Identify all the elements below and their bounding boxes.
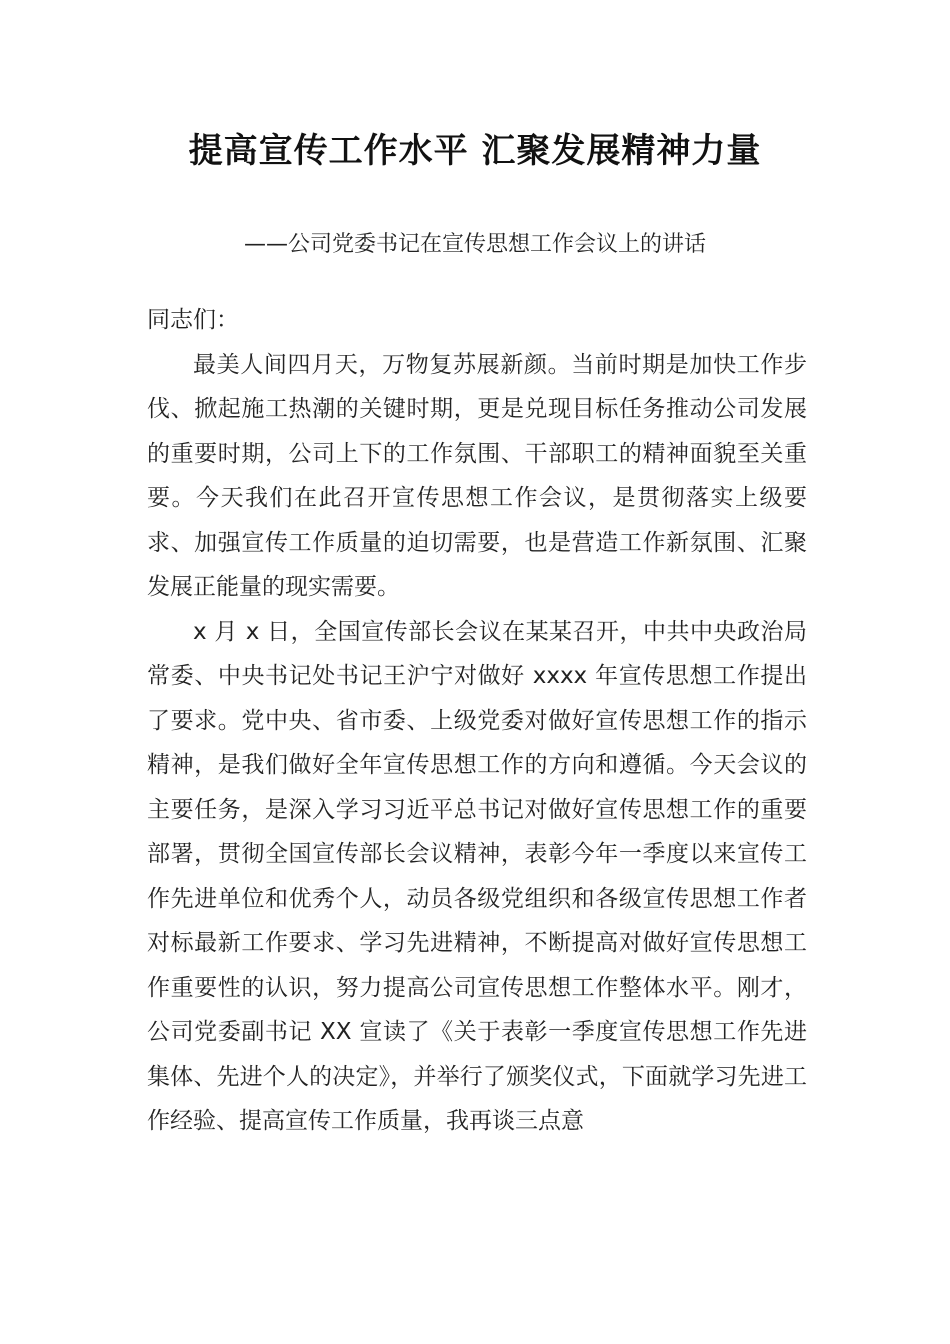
paragraph: 最美人间四月天，万物复苏展新颜。当前时期是加快工作步伐、掀起施工热潮的关键时期，更是兑现目标任务推动公司发展的重要时期，公司上下的工作氛围、干部职工的精神面貌至关重要。今天我们在此召开宣传思想工作会议，是贯彻落实上级要求、加强宣传工作质量的迫切需要，也是营造工作新氛围、汇聚发展正能量的现实需要。 (147, 351, 807, 600)
document-body (147, 298, 807, 1144)
paragraph: x 月 x 日，全国宣传部长会议在某某召开，中共中央政治局常委、中央书记处书记王沪宁对做好 xxxx 年宣传思想工作提出了要求。党中央、省市委、上级党委对做好宣传思想工作的指示精神，是我们做好全年宣传思想工作的方向和遵循。今天会议的主要任务，是深入学习习近平总书记对做好宣传思想工作的重要部署，贯彻全国宣传部长会议精神，表彰今年一季度以来宣传工作先进单位和优秀个人，动员各级党组织和各级宣传思想工作者对标最新工作要求、学习先进精神，不断提高对做好宣传思想工作重要性的认识，努力提高公司宣传思想工作整体水平。刚才，公司党委副书记 XX 宣读了《关于表彰一季度宣传思想工作先进集体、先进个人的决定》，并举行了颁奖仪式，下面就学习先进工作经验、提高宣传工作质量，我再谈三点意 (147, 618, 807, 1134)
salutation: 同志们： (147, 307, 239, 333)
document-subtitle: ——公司党委书记在宣传思想工作会议上的讲话 (243, 232, 706, 257)
document-title: 提高宣传工作水平 汇聚发展精神力量 (188, 131, 762, 171)
